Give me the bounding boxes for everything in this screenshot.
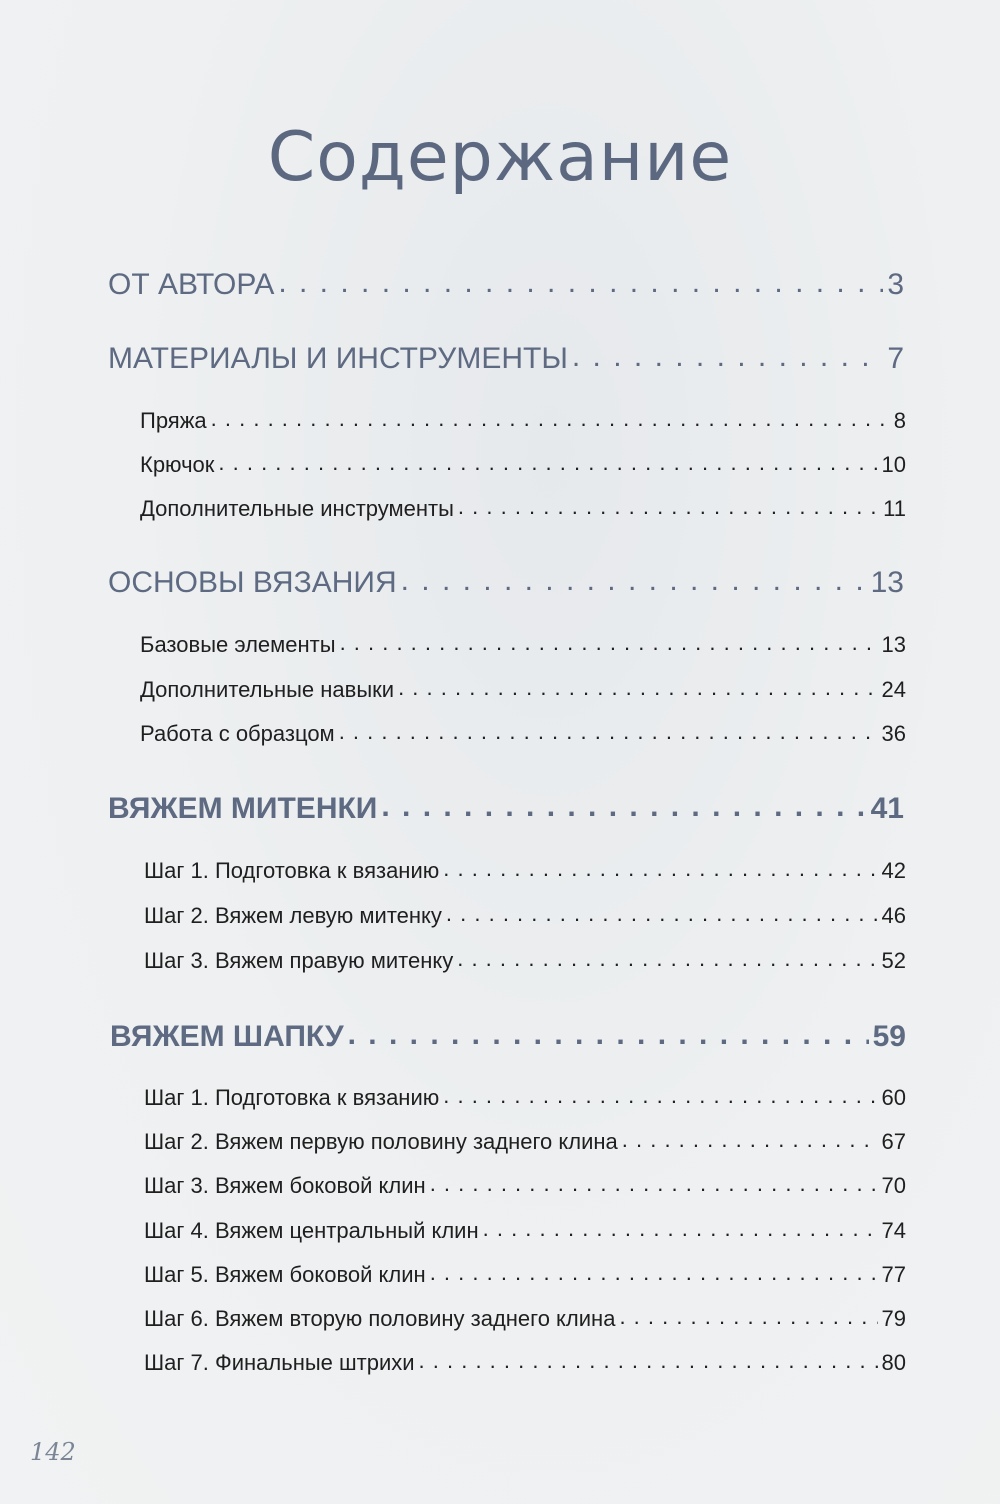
toc-label: Работа с образцом bbox=[140, 721, 335, 746]
dot-leader bbox=[348, 1018, 869, 1052]
toc-page-number: 46 bbox=[881, 903, 906, 928]
page-title: Содержание bbox=[267, 118, 733, 197]
toc-page-number: 59 bbox=[872, 1020, 906, 1053]
dot-leader bbox=[443, 1083, 877, 1109]
toc-label: Крючок bbox=[140, 452, 215, 477]
toc-label: ОСНОВЫ ВЯЗАНИЯ bbox=[108, 566, 397, 599]
toc-page-number: 42 bbox=[881, 858, 906, 883]
toc-label: ВЯЖЕМ ШАПКУ bbox=[110, 1020, 344, 1053]
toc-section-hat-step2[interactable] bbox=[144, 1129, 906, 1155]
dot-leader bbox=[483, 1216, 878, 1242]
toc-label: Шаг 2. Вяжем левую митенку bbox=[144, 903, 442, 928]
toc-section-base-elements[interactable] bbox=[140, 632, 906, 658]
toc-section-hat-step6[interactable] bbox=[144, 1306, 906, 1332]
toc-section-hat-step4[interactable] bbox=[144, 1218, 906, 1244]
toc-page-number: 7 bbox=[887, 342, 904, 375]
toc-section-hat-step7[interactable] bbox=[144, 1350, 906, 1376]
dot-leader bbox=[419, 1348, 878, 1374]
toc-page-number: 74 bbox=[881, 1218, 906, 1243]
toc-section-hat-step1[interactable] bbox=[144, 1085, 906, 1111]
toc-label: Шаг 1. Подготовка к вязанию bbox=[144, 858, 440, 883]
dot-leader bbox=[572, 340, 883, 374]
toc-page-number: 8 bbox=[893, 408, 906, 433]
dot-leader bbox=[401, 564, 867, 598]
toc-section-extra-skills[interactable] bbox=[140, 677, 906, 703]
toc-section-mittens-step2[interactable] bbox=[144, 903, 906, 929]
toc-chapter-basics[interactable] bbox=[108, 566, 904, 600]
toc-page-number: 79 bbox=[881, 1306, 906, 1331]
dot-leader bbox=[457, 946, 877, 972]
toc-chapter-hat[interactable] bbox=[110, 1020, 906, 1054]
toc-label: Шаг 2. Вяжем первую половину заднего клина bbox=[144, 1129, 618, 1154]
toc-label: Шаг 3. Вяжем боковой клин bbox=[144, 1173, 426, 1198]
dot-leader bbox=[211, 406, 890, 432]
page-folio-number: 142 bbox=[30, 1438, 76, 1466]
toc-page-number: 13 bbox=[881, 632, 906, 657]
toc-page-number: 80 bbox=[881, 1350, 906, 1375]
toc-chapter-materials[interactable] bbox=[108, 342, 904, 376]
dot-leader bbox=[622, 1127, 878, 1153]
dot-leader bbox=[381, 790, 866, 824]
toc-page-number: 36 bbox=[881, 721, 906, 746]
toc-label: Дополнительные навыки bbox=[140, 677, 395, 702]
dot-leader bbox=[443, 856, 877, 882]
toc-section-hat-step3[interactable] bbox=[144, 1173, 906, 1199]
toc-section-hat-step5[interactable] bbox=[144, 1262, 906, 1288]
toc-section-swatch[interactable] bbox=[140, 721, 906, 747]
toc-label: Шаг 5. Вяжем боковой клин bbox=[144, 1262, 426, 1287]
dot-leader bbox=[398, 675, 877, 701]
toc-label: Базовые элементы bbox=[140, 632, 336, 657]
dot-leader bbox=[458, 494, 879, 520]
dot-leader bbox=[218, 450, 877, 476]
toc-page-number: 11 bbox=[883, 496, 906, 521]
toc-section-mittens-step3[interactable] bbox=[144, 948, 906, 974]
toc-label: ОТ АВТОРА bbox=[108, 268, 275, 301]
toc-page-number: 70 bbox=[881, 1173, 906, 1198]
toc-page-number: 41 bbox=[870, 792, 904, 825]
dot-leader bbox=[339, 719, 878, 745]
dot-leader bbox=[619, 1304, 877, 1330]
toc-label: Шаг 7. Финальные штрихи bbox=[144, 1350, 415, 1375]
toc-section-hook[interactable] bbox=[140, 452, 906, 478]
toc-label: Шаг 3. Вяжем правую митенку bbox=[144, 948, 454, 973]
toc-page-number: 60 bbox=[881, 1085, 906, 1110]
toc-label: Пряжа bbox=[140, 408, 207, 433]
toc-page-number: 52 bbox=[881, 948, 906, 973]
dot-leader bbox=[340, 630, 878, 656]
dot-leader bbox=[430, 1260, 878, 1286]
toc-page-number: 3 bbox=[887, 268, 904, 301]
dot-leader bbox=[446, 901, 878, 927]
toc-label: Шаг 6. Вяжем вторую половину заднего клина bbox=[144, 1306, 616, 1331]
toc-page-number: 13 bbox=[870, 566, 904, 599]
toc-label: Дополнительные инструменты bbox=[140, 496, 454, 521]
toc-label: Шаг 4. Вяжем центральный клин bbox=[144, 1218, 479, 1243]
toc-chapter-mittens[interactable] bbox=[108, 792, 904, 826]
toc-section-mittens-step1[interactable] bbox=[144, 858, 906, 884]
toc-page-number: 67 bbox=[881, 1129, 906, 1154]
toc-label: Шаг 1. Подготовка к вязанию bbox=[144, 1085, 440, 1110]
toc-page-number: 24 bbox=[881, 677, 906, 702]
dot-leader bbox=[430, 1171, 878, 1197]
dot-leader bbox=[278, 266, 883, 300]
toc-page-number: 77 bbox=[881, 1262, 906, 1287]
toc-section-extra-tools[interactable] bbox=[140, 496, 906, 522]
toc-label: ВЯЖЕМ МИТЕНКИ bbox=[108, 792, 378, 825]
toc-label: МАТЕРИАЛЫ И ИНСТРУМЕНТЫ bbox=[108, 342, 568, 375]
toc-section-yarn[interactable] bbox=[140, 408, 906, 434]
toc-chapter-from-author[interactable] bbox=[108, 268, 904, 302]
toc-page-number: 10 bbox=[881, 452, 906, 477]
